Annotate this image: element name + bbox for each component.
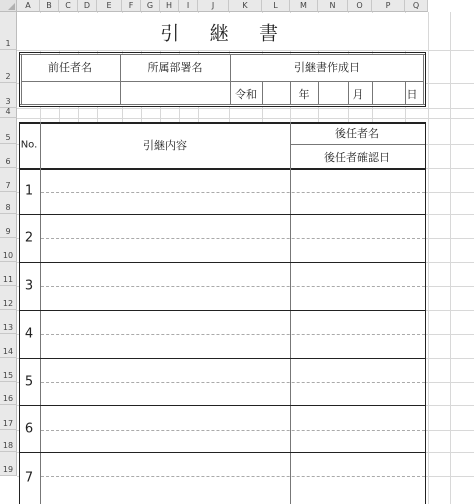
column-header[interactable]: D	[78, 0, 97, 12]
column-header[interactable]: O	[348, 0, 372, 12]
column-header[interactable]: J	[198, 0, 229, 12]
item-number: 4	[24, 326, 34, 342]
department-label: 所属部署名	[147, 61, 203, 74]
row-header[interactable]: 2	[0, 50, 17, 83]
content-header: 引継内容	[143, 139, 187, 152]
column-header[interactable]: Q	[405, 0, 428, 12]
row-header[interactable]: 18	[0, 430, 17, 452]
column-header[interactable]: F	[122, 0, 141, 12]
form-title: 引 継 書	[160, 22, 284, 45]
column-header[interactable]: M	[290, 0, 318, 12]
day-label: 日	[406, 88, 418, 101]
successor-confirm-header: 後任者確認日	[324, 151, 390, 164]
select-all-corner[interactable]	[0, 0, 17, 12]
month-label: 月	[352, 88, 364, 101]
item-number: 1	[24, 183, 34, 199]
row-header[interactable]: 11	[0, 262, 17, 286]
column-header[interactable]: N	[318, 0, 348, 12]
item-number: 5	[24, 374, 34, 389]
row-header[interactable]: 5	[0, 118, 17, 144]
row-header[interactable]: 10	[0, 238, 17, 262]
column-header[interactable]: P	[372, 0, 405, 12]
row-header[interactable]: 14	[0, 334, 17, 358]
row-header[interactable]: 3	[0, 83, 17, 108]
no-header: No.	[20, 139, 38, 151]
row-header[interactable]: 6	[0, 144, 17, 168]
row-header[interactable]: 8	[0, 192, 17, 214]
row-header[interactable]: 13	[0, 310, 17, 334]
item-number: 3	[24, 278, 34, 294]
row-header[interactable]: 4	[0, 108, 17, 118]
column-header[interactable]: H	[160, 0, 179, 12]
item-number: 6	[24, 421, 34, 436]
row-header[interactable]: 7	[0, 168, 17, 192]
era-label: 令和	[235, 88, 257, 101]
year-label: 年	[298, 88, 310, 101]
column-header[interactable]: B	[40, 0, 59, 12]
column-header[interactable]: A	[17, 0, 40, 12]
date-label: 引継書作成日	[294, 61, 360, 74]
item-number: 7	[24, 470, 34, 486]
column-header[interactable]: E	[97, 0, 122, 12]
column-header[interactable]: G	[141, 0, 160, 12]
row-header[interactable]: 15	[0, 358, 17, 382]
row-header[interactable]: 1	[0, 12, 17, 50]
row-header[interactable]: 17	[0, 405, 17, 430]
predecessor-label: 前任者名	[48, 61, 92, 74]
column-header[interactable]: L	[262, 0, 290, 12]
row-header[interactable]: 16	[0, 382, 17, 405]
row-header[interactable]: 12	[0, 286, 17, 310]
row-header[interactable]: 19	[0, 452, 17, 476]
column-header[interactable]: K	[229, 0, 262, 12]
successor-header: 後任者名	[335, 127, 379, 140]
column-header[interactable]: C	[59, 0, 78, 12]
row-header[interactable]: 9	[0, 214, 17, 238]
item-number: 2	[24, 230, 34, 246]
column-header[interactable]: I	[179, 0, 198, 12]
